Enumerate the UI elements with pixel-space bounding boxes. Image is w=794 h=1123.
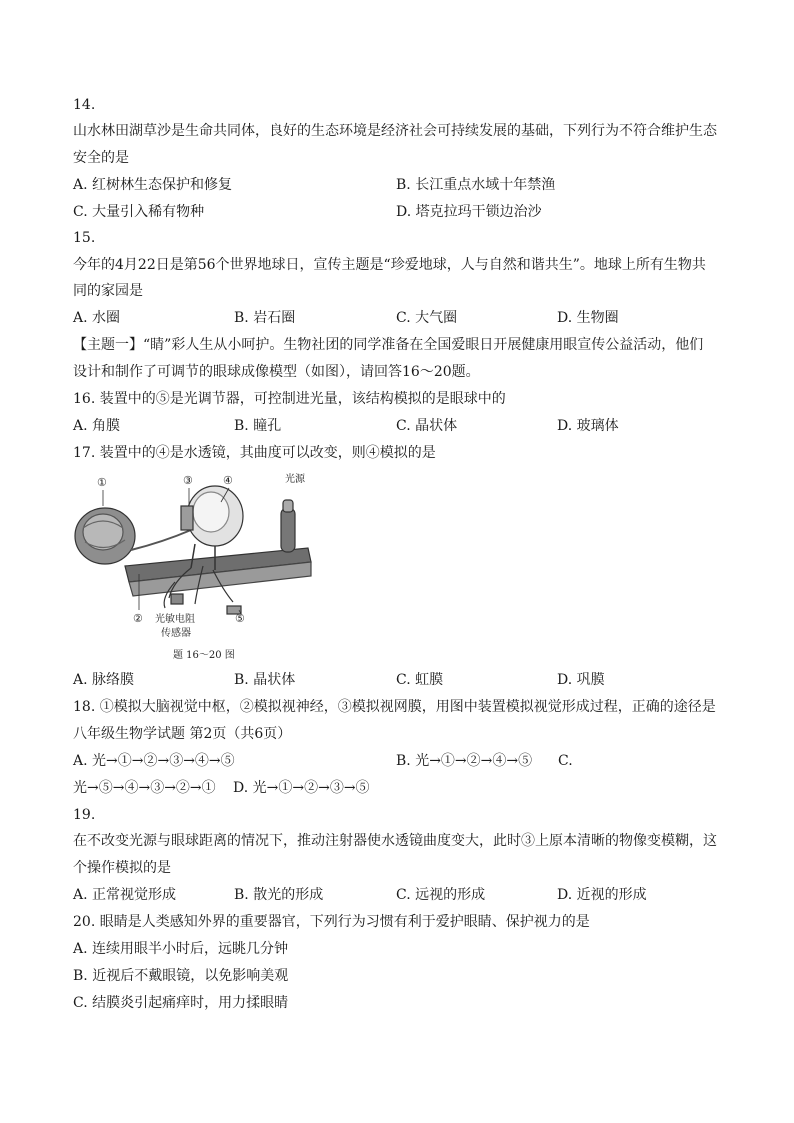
q14-option-b: B. 长江重点水域十年禁渔 xyxy=(396,177,556,193)
q20-option-c: C. 结膜炎引起痛痒时，用力揉眼睛 xyxy=(73,995,289,1011)
q19-stem-line2: 个操作模拟的是 xyxy=(73,860,171,876)
figure-label-1: ① xyxy=(97,476,107,489)
figure-caption: 题 16～20 图 xyxy=(173,650,235,661)
q17-option-b: B. 晶状体 xyxy=(234,672,296,688)
q18-option-c-letter: C. xyxy=(558,753,573,769)
q20-option-a: A. 连续用眼半小时后，远眺几分钟 xyxy=(73,941,289,957)
q20-stem: 20. 眼睛是人类感知外界的重要器官，下列行为习惯有利于爱护眼睛、保护视力的是 xyxy=(73,914,590,930)
q14-stem-line2: 安全的是 xyxy=(73,150,129,166)
q16-option-c: C. 晶状体 xyxy=(396,418,458,434)
q14-option-c: C. 大量引入稀有物种 xyxy=(73,204,205,220)
q19-option-b: B. 散光的形成 xyxy=(234,887,324,903)
q17-option-d: D. 巩膜 xyxy=(557,672,605,688)
q18-option-a: A. 光→①→②→③→④→⑤ xyxy=(73,753,235,769)
q15-option-d: D. 生物圈 xyxy=(557,310,619,326)
q20-option-b: B. 近视后不戴眼镜，以免影响美观 xyxy=(73,968,289,984)
figure-label-2: ② xyxy=(133,612,143,625)
q16-option-d: D. 玻璃体 xyxy=(557,418,619,434)
q15-option-c: C. 大气圈 xyxy=(396,310,458,326)
q14-stem-line1: 山水林田湖草沙是生命共同体，良好的生态环境是经济社会可持续发展的基础，下列行为不符合维护生态 xyxy=(73,123,717,139)
figure-label-5: ⑤ xyxy=(235,612,245,625)
q16-stem: 16. 装置中的⑤是光调节器，可控制进光量，该结构模拟的是眼球中的 xyxy=(73,391,506,407)
figure-light-source-label: 光源 xyxy=(285,474,305,485)
q18-option-c-path: 光→⑤→④→③→②→① xyxy=(73,780,216,796)
q15-option-b: B. 岩石圈 xyxy=(234,310,296,326)
q19-number: 19. xyxy=(73,807,96,823)
page-footer: 八年级生物学试题 第2页（共6页） xyxy=(73,726,292,742)
theme-intro-line2: 设计和制作了可调节的眼球成像模型（如图），请回答16～20题。 xyxy=(73,364,480,380)
q16-option-b: B. 瞳孔 xyxy=(234,418,282,434)
q17-option-a: A. 脉络膜 xyxy=(73,672,135,688)
q17-option-c: C. 虹膜 xyxy=(396,672,444,688)
q15-option-a: A. 水圈 xyxy=(73,310,121,326)
q15-stem-line2: 同的家园是 xyxy=(73,283,143,299)
eyeball-model-figure xyxy=(73,470,323,662)
q16-option-a: A. 角膜 xyxy=(73,418,121,434)
q18-stem: 18. ①模拟大脑视觉中枢，②模拟视神经，③模拟视网膜，用图中装置模拟视觉形成过程，正确的途径是 xyxy=(73,699,716,715)
q14-option-d: D. 塔克拉玛干锁边治沙 xyxy=(396,204,542,220)
q18-option-b: B. 光→①→②→④→⑤ xyxy=(396,753,533,769)
figure-label-4: ④ xyxy=(223,474,233,487)
q14-option-a: A. 红树林生态保护和修复 xyxy=(73,177,233,193)
q17-stem: 17. 装置中的④是水透镜，其曲度可以改变，则④模拟的是 xyxy=(73,445,436,461)
q19-option-c: C. 远视的形成 xyxy=(396,887,486,903)
q19-option-d: D. 近视的形成 xyxy=(557,887,647,903)
q19-option-a: A. 正常视觉形成 xyxy=(73,887,177,903)
figure-label-3: ③ xyxy=(183,474,193,487)
q18-option-d: D. 光→①→②→③→⑤ xyxy=(233,780,370,796)
q14-number: 14. xyxy=(73,97,96,113)
theme-intro-line1: 【主题一】“睛”彩人生从小呵护。生物社团的同学准备在全国爱眼日开展健康用眼宣传公益活动，他们 xyxy=(73,337,704,353)
figure-sensor-label-line2: 传感器 xyxy=(161,628,191,639)
q19-stem-line1: 在不改变光源与眼球距离的情况下，推动注射器使水透镜曲度变大，此时③上原本清晰的物像变模糊，这 xyxy=(73,833,717,849)
q15-number: 15. xyxy=(73,230,96,246)
figure-sensor-label-line1: 光敏电阻 xyxy=(155,614,195,625)
q15-stem-line1: 今年的4月22日是第56个世界地球日，宣传主题是“珍爱地球，人与自然和谐共生”。地球上所有生物共 xyxy=(73,257,706,273)
